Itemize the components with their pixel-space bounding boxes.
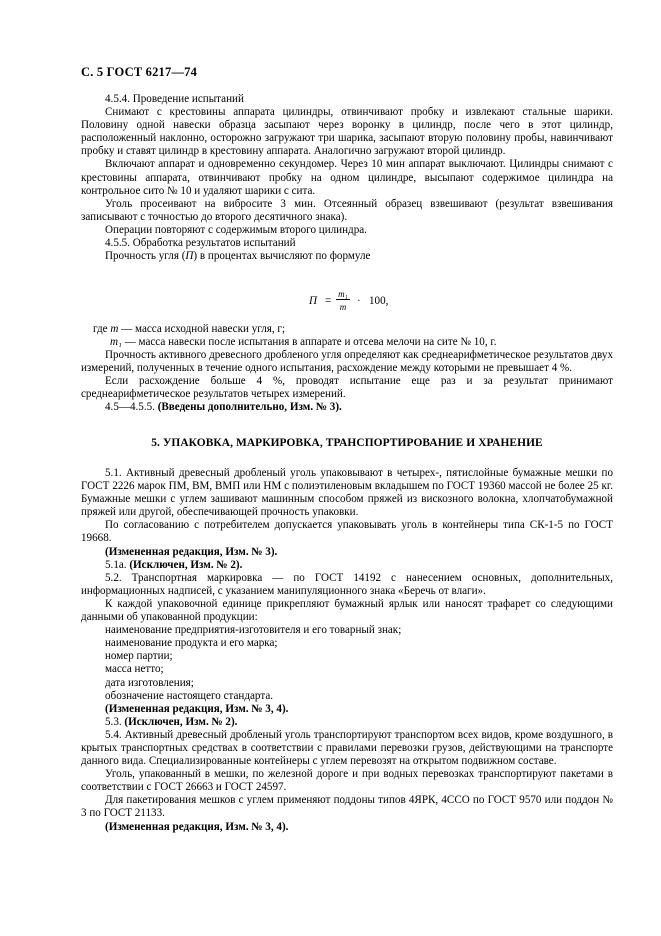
page-header: С. 5 ГОСТ 6217—74	[81, 65, 198, 79]
results-block	[81, 349, 613, 414]
paragraph-repeat: Операции повторяют с содержимым второго цилиндра.	[105, 223, 367, 236]
section-5-title: 5. УПАКОВКА, МАРКИРОВКА, ТРАНСПОРТИРОВАНИЕ И ХРАНЕНИЕ	[151, 437, 543, 449]
formula-lhs: П	[309, 295, 318, 307]
paragraph-containers: По согласованию с потребителем допускается упаковывать уголь в контейнеры типа СК-1-5 по ГОСТ 19668.	[81, 519, 613, 545]
paragraph-start-apparatus: Включают аппарат и одновременно секундомер. Через 10 мин аппарат выключают. Цилиндры снимают с крестовины аппарата, отвинчивают пробку на одном цилиндре, высыпают содержимое цилиндра на контрольное сито № 10 и удаляют шарики с сита.	[81, 158, 613, 197]
paragraph-discrepancy: Если расхождение больше 4 %, проводят испытание еще раз и за результат принимают среднеарифметическое результатов четырех измерений.	[81, 375, 613, 401]
paragraph-pallets: Для пакетирования мешков с углем применяют поддоны типов 4ЯРК, 4ССО по ГОСТ 9570 или поддон № 3 по ГОСТ 21133.	[81, 794, 613, 820]
paragraph-amendment-3: 4.5—4.5.5. (Введены дополнительно, Изм. № 3).	[105, 401, 342, 414]
paragraph-rail-transport: Уголь, упакованный в мешки, по железной дороге и при водных перевозках транспортируют пакетами в соответствии с ГОСТ 26663 и ГОСТ 24597.	[81, 768, 613, 794]
list-item: наименование предприятия-изготовителя и его товарный знак;	[105, 624, 402, 637]
list-item: дата изготовления;	[105, 676, 194, 689]
paragraph-formula-intro: Прочность угля (П) в процентах вычисляют по формуле	[105, 250, 371, 263]
paragraph-5-2: 5.2. Транспортная маркировка — по ГОСТ 14192 с нанесением основных, дополнительных, информационных надписей, с указанием манипуляционного знака «Беречь от влаги».	[81, 571, 613, 597]
paragraph-5-4: 5.4. Активный древесный дробленый уголь транспортируют транспортом всех видов, кроме воздушного, в крытых транспортных средствах в соответствии с правилами перевозки грузов, действующими на транспорте данного вида. Специализированные контейнеры с углем перевозят на открытом подвижном составе.	[81, 728, 613, 768]
list-item: номер партии;	[105, 650, 173, 663]
paragraph-label-data: К каждой упаковочной единице прикрепляют бумажный ярлык или наносят трафарет со следующими данными об упакованной продукции:	[81, 597, 613, 624]
fraction-bar	[336, 299, 350, 300]
section-4-5-4	[81, 93, 613, 263]
paragraph-4-5-5-title: 4.5.5. Обработка результатов испытаний	[105, 237, 296, 250]
paragraph-5-3: 5.3. (Исключен, Изм. № 2).	[105, 715, 238, 728]
legend-m1: m₁ — масса навески после испытания в аппарате и отсева мелочи на сите № 10, г.	[110, 336, 497, 349]
paragraph-5-1: 5.1. Активный древесный дробленый уголь упаковывают в четырех-, пятислойные бумажные мешки по ГОСТ 2226 марок ПМ, ВМ, ВМП или НМ с полиэтиленовым вкладышем по ГОСТ 19360 массой не более 25 кг. Бумажные мешки с углем зашивают машинным способом пряжей из вискозного волокна, хлопчатобумажной пряжей или другой, обеспечивающей прочность упаковки.	[81, 467, 613, 519]
formula-rhs: 100,	[369, 295, 389, 307]
list-item: масса нетто;	[105, 663, 164, 676]
amendment-note-3-4: (Измененная редакция, Изм. № 3, 4).	[105, 702, 289, 715]
formula-legend	[93, 323, 613, 349]
list-item: обозначение настоящего стандарта.	[105, 689, 274, 702]
formula-equals: =	[325, 295, 332, 307]
paragraph-5-1a: 5.1а. (Исключен, Изм. № 2).	[105, 558, 243, 571]
section-5-body	[81, 467, 613, 834]
legend-m: где m — масса исходной навески угля, г;	[93, 323, 286, 335]
amendment-note-3: (Измененная редакция, Изм. № 3).	[105, 545, 278, 558]
symbol-p: П	[185, 250, 194, 263]
formula-multiply: ·	[357, 295, 361, 307]
list-item: наименование продукта и его марка;	[105, 637, 278, 650]
formula-numerator: m₁	[338, 289, 348, 299]
paragraph-4-5-4-title: 4.5.4. Проведение испытаний	[105, 93, 244, 105]
strength-formula	[309, 288, 449, 314]
paragraph-sieving: Уголь просеивают на вибросите 3 мин. Отсеянный образец взвешивают (результат взвешивания записывают с точностью до второго десятичного знака).	[81, 197, 613, 223]
amendment-note-final: (Измененная редакция, Изм. № 3, 4).	[105, 820, 289, 833]
paragraph-strength-definition: Прочность активного древесного дробленого угля определяют как среднеарифметическое результатов двух измерений, полученных в течение одного испытания, расхождение между которыми не превышает 4 %.	[81, 349, 613, 375]
formula-denominator: m	[339, 302, 347, 312]
paragraph-test-procedure: Снимают с крестовины аппарата цилиндры, отвинчивают пробку и извлекают стальные шарики. Половину одной навески образца засыпают через воронку в цилиндр, после чего в этот цилиндр, расположенный наклонно, осторожно загружают три шарика, засыпают вторую половину пробы, навинчивают пробку и ставят цилиндр в крестовину аппарата. Аналогично загружают второй цилиндр.	[81, 106, 613, 158]
